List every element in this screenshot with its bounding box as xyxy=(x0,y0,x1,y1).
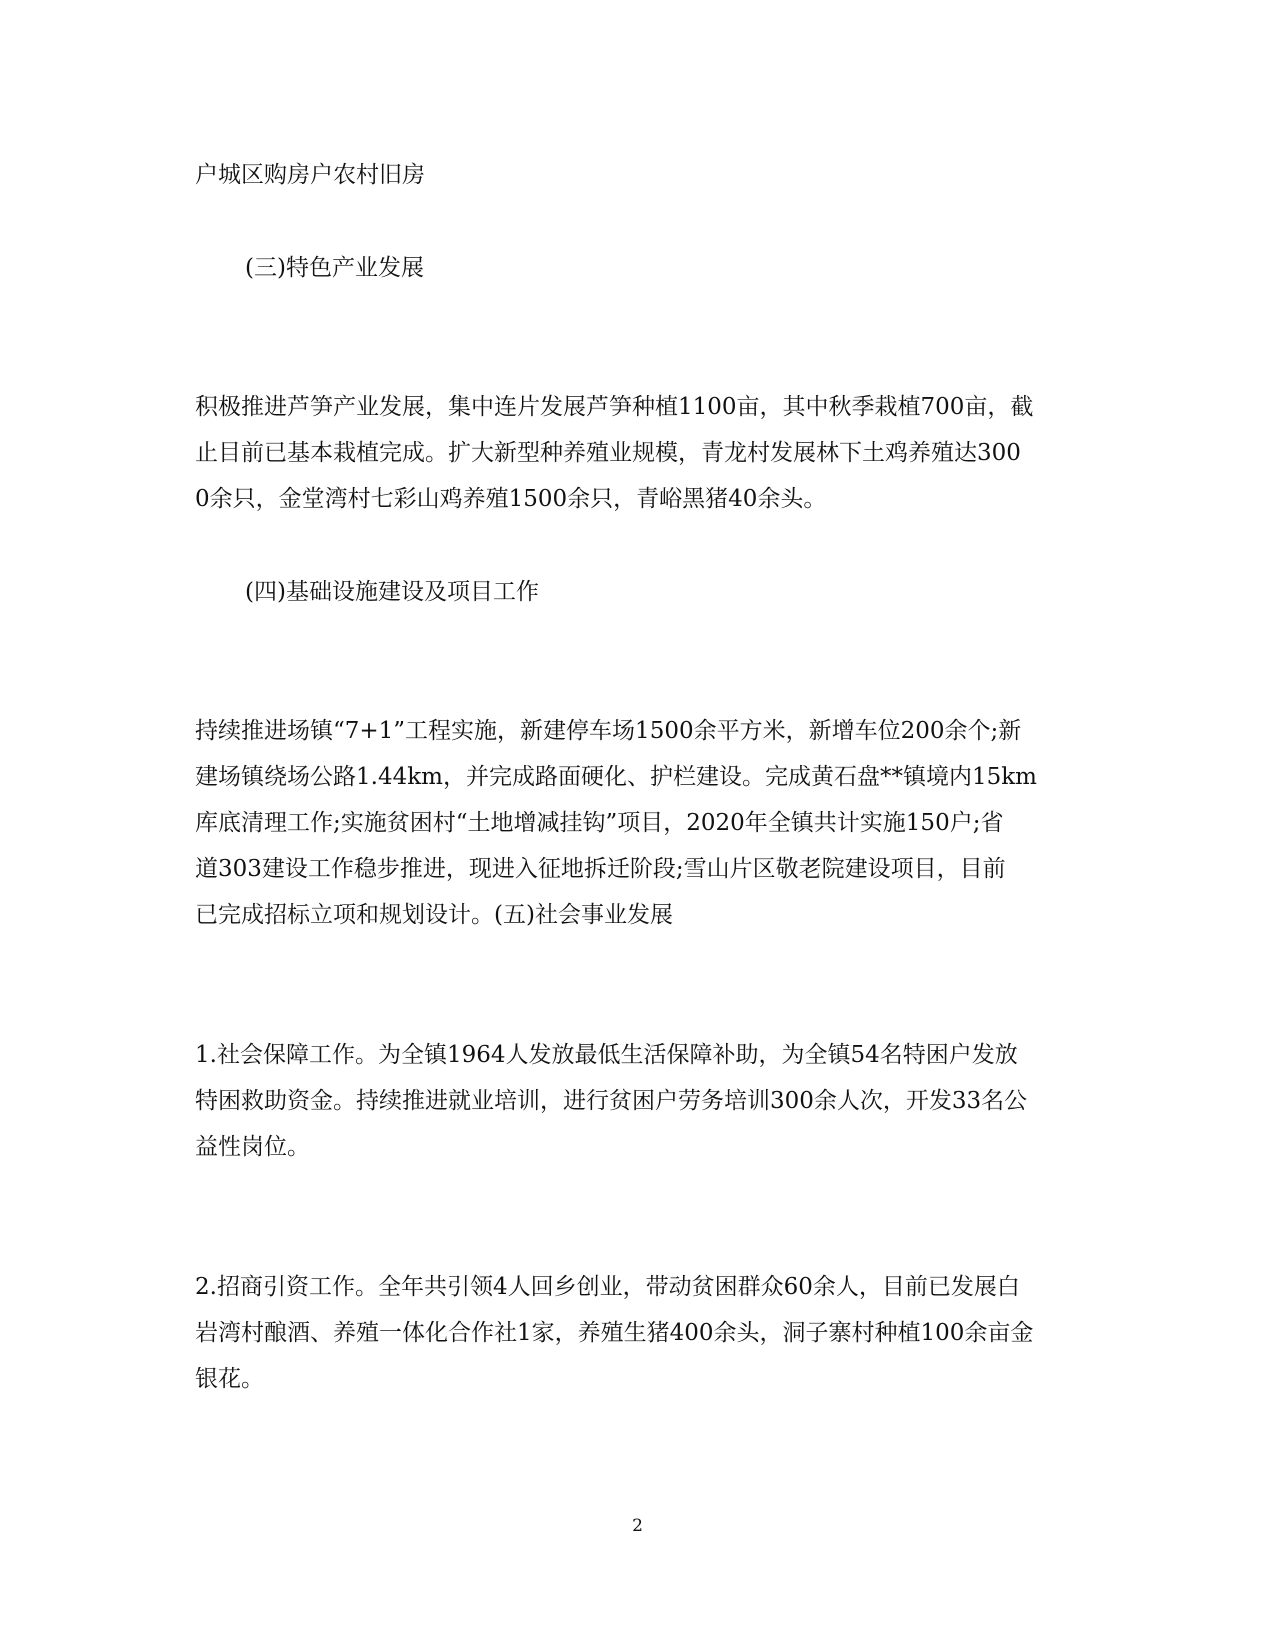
text-line: 益性岗位。 xyxy=(195,1134,310,1160)
section-heading-3 xyxy=(245,245,1135,291)
text-line: 库底清理工作;实施贫困村“土地增减挂钩”项目，2020年全镇共计实施150户;省 xyxy=(195,810,1004,836)
paragraph-industry xyxy=(195,384,1085,522)
text-line: 银花。 xyxy=(195,1366,264,1392)
text-line: 户城区购房户农村旧房 xyxy=(195,162,425,188)
text-line: 1.社会保障工作。为全镇1964人发放最低生活保障补助，为全镇54名特困户发放 xyxy=(195,1042,1018,1068)
text-line: 已完成招标立项和规划设计。(五)社会事业发展 xyxy=(195,902,673,928)
section-heading-4 xyxy=(245,569,1135,615)
heading-text: (三)特色产业发展 xyxy=(245,255,424,281)
text-line: 持续推进场镇“7+1”工程实施，新建停车场1500余平方米，新增车位200余个;新 xyxy=(195,718,1022,744)
text-line: 岩湾村酿酒、养殖一体化合作社1家，养殖生猪400余头，洞子寨村种植100余亩金 xyxy=(195,1320,1034,1346)
text-line: 0余只，金堂湾村七彩山鸡养殖1500余只，青峪黑猪40余头。 xyxy=(195,486,827,512)
text-line: 积极推进芦笋产业发展，集中连片发展芦笋种植1100亩，其中秋季栽植700亩，截 xyxy=(195,394,1034,420)
text-line: 建场镇绕场公路1.44km，并完成路面硬化、护栏建设。完成黄石盘**镇境内15km xyxy=(195,764,1037,790)
paragraph-investment xyxy=(195,1264,1085,1402)
text-line: 特困救助资金。持续推进就业培训，进行贫困户劳务培训300余人次，开发33名公 xyxy=(195,1088,1028,1114)
text-line: 2.招商引资工作。全年共引领4人回乡创业，带动贫困群众60余人，目前已发展白 xyxy=(195,1274,1020,1300)
text-line: 止目前已基本栽植完成。扩大新型种养殖业规模，青龙村发展林下土鸡养殖达300 xyxy=(195,440,1021,466)
heading-text: (四)基础设施建设及项目工作 xyxy=(245,579,539,605)
paragraph-social-security xyxy=(195,1032,1085,1170)
text-line: 道303建设工作稳步推进，现进入征地拆迁阶段;雪山片区敬老院建设项目，目前 xyxy=(195,856,1006,882)
paragraph-infrastructure xyxy=(195,708,1085,938)
paragraph-fragment xyxy=(195,152,1085,198)
page-number: 2 xyxy=(632,1516,643,1536)
